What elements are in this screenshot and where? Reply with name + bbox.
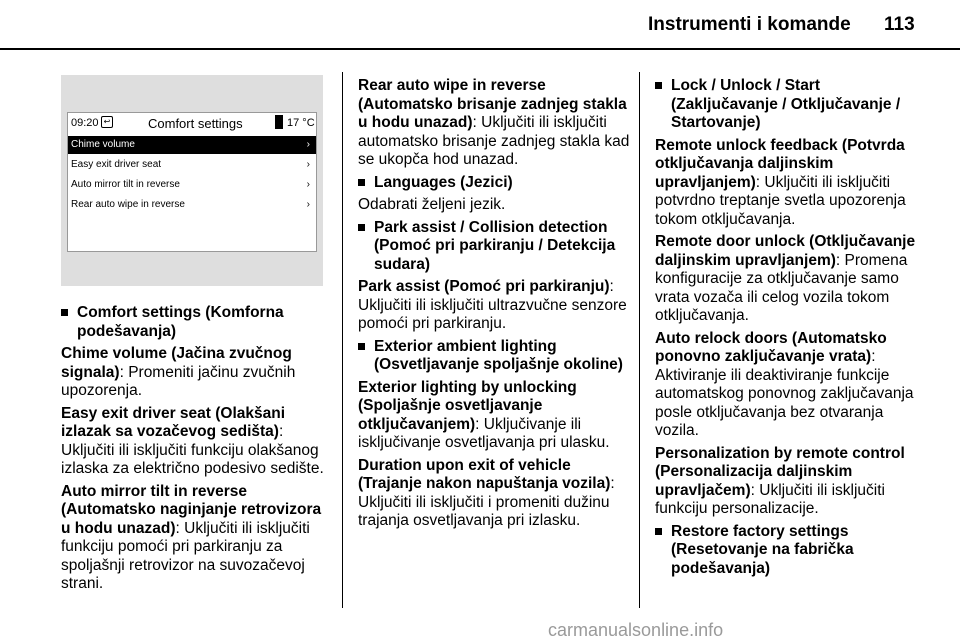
bullet-heading: Park assist / Collision detection (Pomoć pri parkiranju / Detekcija sudara) bbox=[374, 218, 616, 273]
bullet-heading: Lock / Unlock / Start (Zaključavanje / Otključavanje / Startovanje) bbox=[671, 77, 901, 131]
description: : Uključiti ili isključiti ultrazvučne senzore pomoći pri parkiranju. bbox=[358, 278, 627, 332]
bullet-heading: Exterior ambient lighting (Osvetljavanje spoljašnje okoline) bbox=[374, 337, 623, 373]
bullet-square-icon bbox=[61, 309, 68, 316]
bullet-languages bbox=[358, 174, 630, 193]
header-rule bbox=[0, 48, 960, 50]
display-status-bar bbox=[68, 113, 316, 135]
paragraph bbox=[655, 233, 927, 326]
chevron-right-icon: › bbox=[306, 159, 310, 170]
menu-row-label: Auto mirror tilt in reverse bbox=[71, 179, 180, 190]
term: Duration upon exit of vehicle (Trajanje nakon napuštanja vozila) bbox=[358, 456, 611, 492]
menu-row-rear-wipe bbox=[68, 196, 316, 214]
watermark: carmanualsonline.info bbox=[548, 620, 724, 640]
comfort-settings-figure bbox=[61, 75, 323, 286]
term: Auto relock doors (Automatsko ponovno zaključavanje vrata) bbox=[655, 329, 887, 365]
paragraph bbox=[61, 483, 329, 594]
bullet-heading: Comfort settings (Komforna podešavanja) bbox=[77, 304, 284, 340]
paragraph bbox=[655, 445, 927, 519]
description: : Uključiti ili isključiti i promeniti dužinu trajanja osvetljavanja pri izlasku. bbox=[358, 475, 615, 529]
term: Park assist (Pomoć pri parkiranju) bbox=[358, 278, 610, 295]
bullet-heading: Restore factory settings (Resetovanje na fabrička podešavanja) bbox=[671, 522, 854, 577]
term: Remote unlock feedback (Potvrda otključavanja daljinskim upravljanjem) bbox=[655, 136, 905, 191]
page-number: 113 bbox=[884, 14, 915, 35]
display-screen bbox=[67, 112, 317, 252]
description: : Aktiviranje ili deaktiviranje funkcije automatskog ponovnog zaključavanja posle otključavanja bez otvaranja vozila. bbox=[655, 348, 914, 439]
bullet-comfort-settings bbox=[61, 304, 329, 341]
paragraph bbox=[358, 379, 630, 453]
term: Exterior lighting by unlocking (Spoljašnje osvetljavanje otključavanjem) bbox=[358, 378, 577, 433]
bullet-heading: Languages (Jezici) bbox=[374, 173, 513, 191]
paragraph bbox=[358, 278, 630, 334]
description: : Uključivanje ili isključivanje osvetljavanja pri ulasku. bbox=[358, 415, 610, 451]
description: : Uključiti ili isključiti potvrdno treptanje svetla upozorenja tokom otključavanja. bbox=[655, 173, 906, 228]
description: : Promena konfiguracije za otključavanje samo vrata vozača ili celog vozila tokom otključavanja. bbox=[655, 251, 908, 324]
paragraph bbox=[358, 77, 630, 170]
column-3 bbox=[655, 77, 927, 582]
bullet-square-icon bbox=[358, 179, 365, 186]
term: Remote door unlock (Otključavanje daljinskim upravljanjem) bbox=[655, 233, 916, 269]
column-divider-1 bbox=[342, 72, 343, 608]
term: Chime volume (Jačina zvučnog signala) bbox=[61, 345, 292, 381]
bullet-park-assist bbox=[358, 219, 630, 275]
bullet-square-icon bbox=[358, 224, 365, 231]
paragraph bbox=[358, 457, 630, 531]
bullet-square-icon bbox=[655, 82, 662, 89]
back-icon: ↩ bbox=[101, 116, 113, 128]
menu-row-auto-mirror bbox=[68, 176, 316, 194]
description: : Uključiti ili isključiti funkciju pomoći pri parkiranju za spoljašnji retrovizor na suvozačevoj strani. bbox=[61, 519, 310, 592]
menu-row-easy-exit bbox=[68, 156, 316, 174]
paragraph bbox=[655, 330, 927, 441]
menu-row-label: Easy exit driver seat bbox=[71, 159, 162, 170]
page-header-title: Instrumenti i komande bbox=[648, 14, 851, 35]
paragraph: Odabrati željeni jezik. bbox=[358, 196, 506, 213]
bullet-restore-factory bbox=[655, 523, 927, 579]
column-2 bbox=[358, 77, 630, 535]
bullet-exterior-lighting bbox=[358, 338, 630, 375]
menu-row-label: Rear auto wipe in reverse bbox=[71, 199, 185, 210]
column-divider-2 bbox=[639, 72, 640, 608]
bullet-square-icon bbox=[655, 528, 662, 535]
bullet-lock-unlock bbox=[655, 77, 927, 133]
chevron-right-icon: › bbox=[306, 179, 310, 190]
paragraph bbox=[61, 345, 329, 401]
paragraph bbox=[655, 137, 927, 230]
term: Personalization by remote control (Personalizacija daljinskim upravljačem) bbox=[655, 444, 905, 499]
description: : Promeniti jačinu zvučnih upozorenja. bbox=[61, 363, 296, 399]
term: Auto mirror tilt in reverse (Automatsko naginjanje retrovizora u hodu unazad) bbox=[61, 482, 322, 537]
menu-row-chime-volume bbox=[68, 136, 316, 154]
bullet-square-icon bbox=[358, 343, 365, 350]
term: Rear auto wipe in reverse (Automatsko brisanje zadnjeg stakla u hodu unazad) bbox=[358, 77, 627, 131]
chevron-right-icon: › bbox=[306, 139, 310, 150]
column-1 bbox=[61, 304, 329, 598]
thermometer-icon bbox=[275, 115, 283, 129]
display-title: Comfort settings bbox=[148, 116, 243, 131]
term: Easy exit driver seat (Olakšani izlazak sa vozačevog sedišta) bbox=[61, 404, 286, 440]
description: : Uključiti ili isključiti funkciju olakšanog izlaska za električno podesivo sedište. bbox=[61, 423, 324, 477]
menu-row-label: Chime volume bbox=[71, 139, 135, 150]
chevron-right-icon: › bbox=[306, 199, 310, 210]
description: : Uključiti ili isključiti funkciju personalizacije. bbox=[655, 481, 885, 517]
paragraph bbox=[61, 405, 329, 479]
description: : Uključiti ili isključiti automatsko brisanje zadnjeg stakla kad se ukopča hod unazad. bbox=[358, 114, 630, 168]
display-time: 09:20 bbox=[71, 117, 99, 129]
display-temperature: 17 °C bbox=[287, 117, 315, 129]
